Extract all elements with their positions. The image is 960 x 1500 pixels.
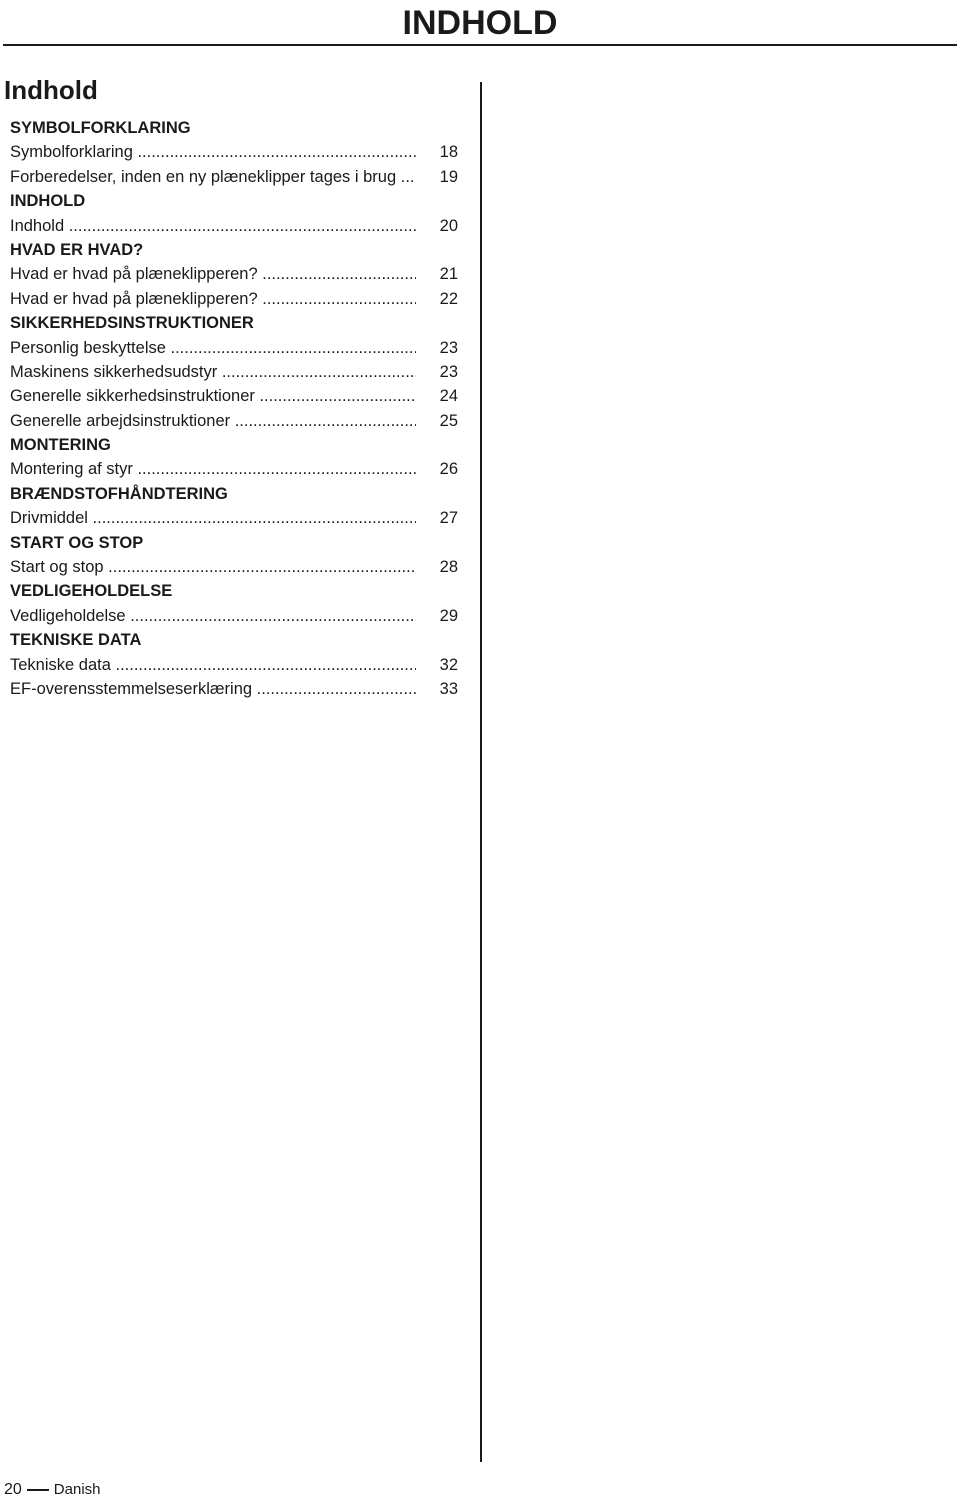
toc-entry[interactable] (10, 555, 458, 579)
toc-entry[interactable] (10, 506, 458, 530)
toc-entry[interactable] (10, 214, 458, 238)
toc-entry-title: Maskinens sikkerhedsudstyr ..... (10, 360, 416, 384)
toc-entry-title: Symbolforklaring ..... (10, 140, 416, 164)
toc-section-heading: START OG STOP (10, 533, 144, 552)
toc-entry-page: 25 (439, 411, 458, 430)
column-divider (480, 82, 482, 1462)
toc-entry-page: 23 (439, 338, 458, 357)
toc-entry-title: Start og stop ..... (10, 555, 416, 579)
toc-entry-page: 32 (439, 655, 458, 674)
toc-entry-page: 18 (439, 143, 458, 162)
toc-entry-title: Vedligeholdelse ..... (10, 604, 416, 628)
toc-entry-title: Tekniske data ..... (10, 653, 416, 677)
toc-entry-title: Forberedelser, inden en ny plæneklipper tages i brug ..... (10, 165, 416, 189)
header-rule (3, 44, 957, 46)
toc-section-heading: VEDLIGEHOLDELSE (10, 582, 173, 601)
toc-entry[interactable] (10, 165, 458, 189)
toc-entry[interactable] (10, 140, 458, 164)
footer-page-number: 20 (4, 1481, 22, 1498)
toc-entry-page: 26 (439, 460, 458, 479)
toc-section-heading: SIKKERHEDSINSTRUKTIONER (10, 314, 254, 333)
toc-entry-title: Montering af styr ..... (10, 457, 416, 481)
footer-language: Danish (53, 1481, 101, 1498)
toc-entry-page: 33 (439, 679, 458, 698)
toc-section-heading: SYMBOLFORKLARING (10, 119, 191, 137)
toc-entry[interactable] (10, 360, 458, 384)
toc-entry-page: 19 (439, 167, 458, 186)
toc-section-heading: TEKNISKE DATA (10, 631, 142, 650)
toc-entry-page: 29 (439, 606, 458, 625)
toc-entry[interactable] (10, 409, 458, 433)
toc-entry[interactable] (10, 604, 458, 628)
toc-section-heading: INDHOLD (10, 192, 86, 211)
toc-entry[interactable] (10, 336, 458, 360)
toc-section-heading: HVAD ER HVAD? (10, 240, 144, 259)
toc-entry[interactable] (10, 653, 458, 677)
toc-entry[interactable] (10, 677, 458, 701)
toc-entry-page: 28 (439, 558, 458, 577)
footer-dash (27, 1489, 49, 1491)
toc-section-heading: MONTERING (10, 436, 111, 455)
table-of-contents (10, 116, 458, 701)
toc-entry-title: Hvad er hvad på plæneklipperen? ..... (10, 262, 416, 286)
page-footer (4, 1480, 101, 1500)
toc-entry[interactable] (10, 287, 458, 311)
toc-entry-page: 22 (439, 289, 458, 308)
toc-entry-page: 23 (439, 362, 458, 381)
toc-entry[interactable] (10, 262, 458, 286)
toc-section-heading: BRÆNDSTOFHÅNDTERING (10, 484, 228, 503)
toc-entry-title: Generelle sikkerhedsinstruktioner ..... (10, 384, 416, 408)
toc-entry-title: Drivmiddel ..... (10, 506, 416, 530)
toc-entry[interactable] (10, 384, 458, 408)
toc-entry-page: 21 (439, 265, 458, 284)
toc-entry-title: Indhold ..... (10, 214, 416, 238)
toc-entry-page: 20 (439, 216, 458, 235)
page-heading: Indhold (4, 75, 98, 105)
page-header-title: INDHOLD (402, 4, 558, 42)
toc-entry-title: Generelle arbejdsinstruktioner ..... (10, 409, 416, 433)
toc-entry-title: Hvad er hvad på plæneklipperen? ..... (10, 287, 416, 311)
toc-entry-page: 27 (439, 509, 458, 528)
toc-entry-title: Personlig beskyttelse ..... (10, 336, 416, 360)
toc-entry-page: 24 (439, 387, 458, 406)
toc-entry-title: EF-overensstemmelseserklæring ..... (10, 677, 416, 701)
toc-entry[interactable] (10, 457, 458, 481)
